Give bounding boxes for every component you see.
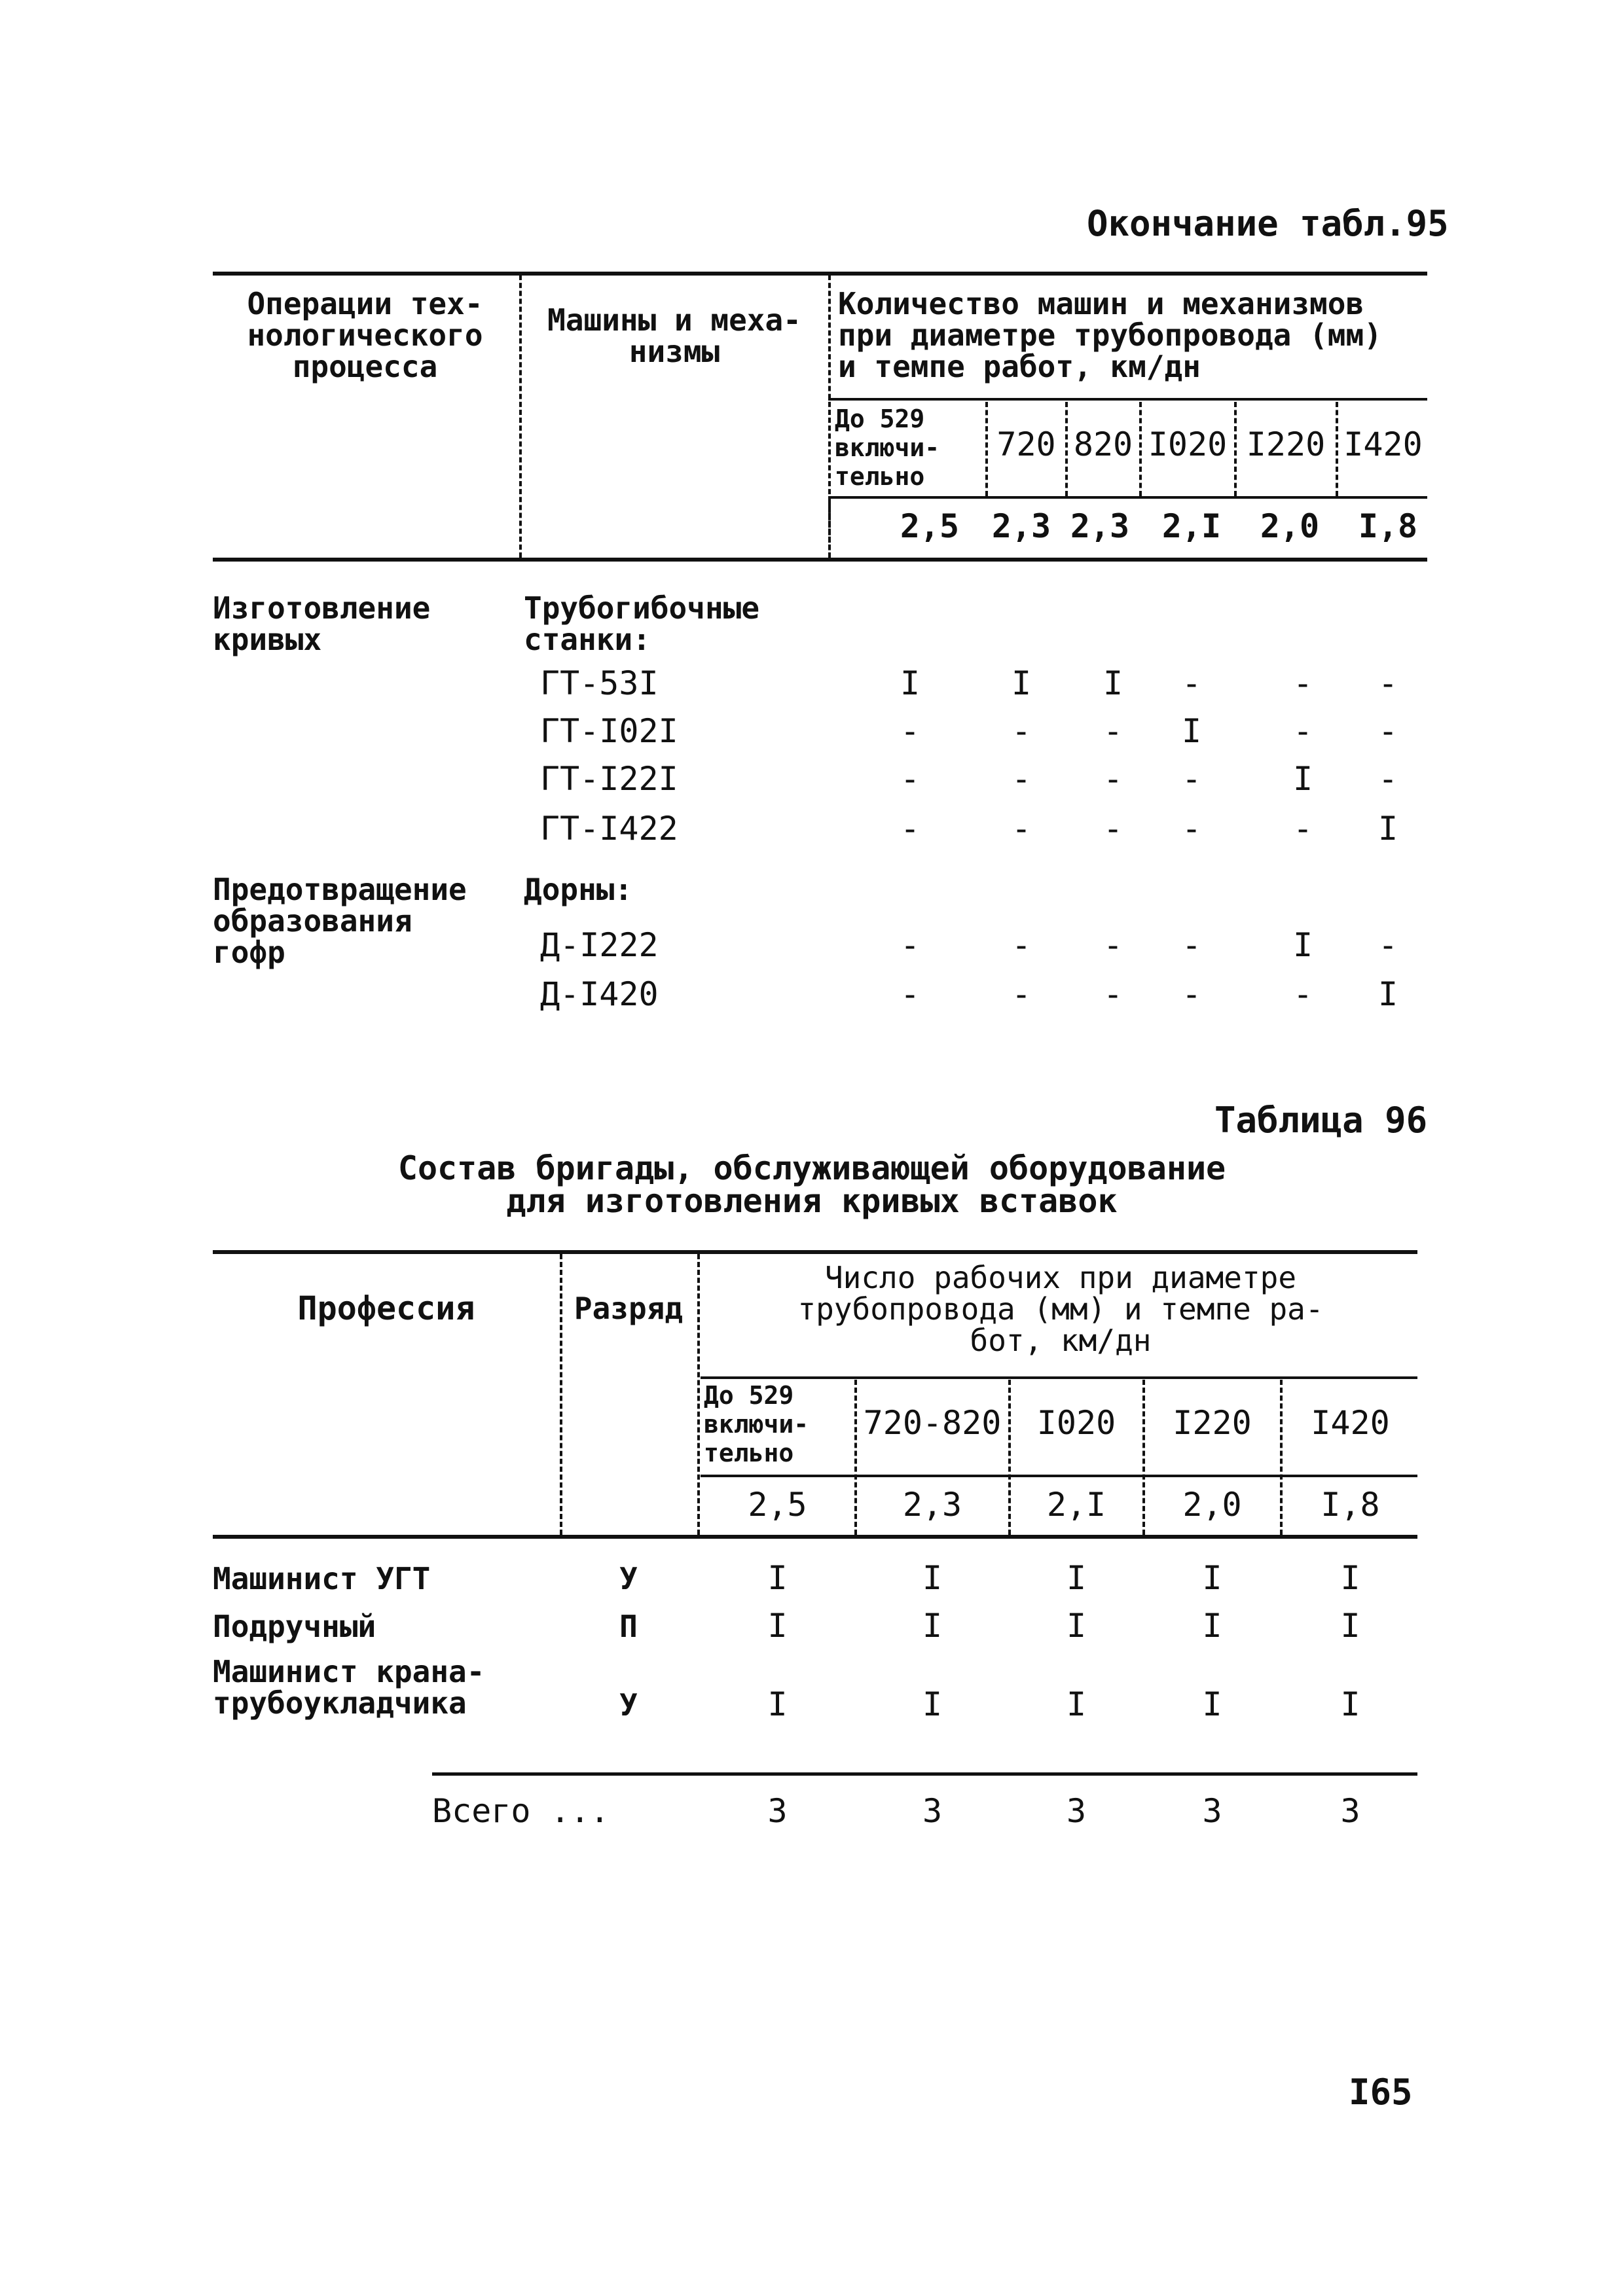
table95-diameter-header: 720: [996, 425, 1056, 463]
table-cell: I: [767, 1559, 788, 1597]
table-cell: 3: [1202, 1792, 1222, 1830]
table96-tempo: 2,5: [748, 1486, 807, 1524]
table95-header-operation: Операции тех- нологического процесса: [247, 286, 483, 384]
table96-header-workers: Число рабочих при диаметре трубопровода (мм) и темпе ра- бот, км/дн: [797, 1260, 1324, 1358]
table96-header-bottom-rule: [213, 1535, 1417, 1539]
table95-tempo: 2,3: [1070, 507, 1130, 545]
table-cell: -: [1103, 975, 1123, 1013]
table-cell: -: [1103, 760, 1123, 798]
profession-cell: Подручный: [213, 1609, 376, 1644]
table95-col-divider: [985, 402, 988, 496]
table95-operation-cell: Предотвращение образования гофр: [213, 872, 467, 970]
table95-tempo-rule: [828, 496, 1427, 499]
table96-diameter-header: I220: [1173, 1404, 1252, 1442]
profession-cell: Машинист крана- трубоукладчика: [213, 1654, 485, 1721]
table96-diameter-header: I420: [1311, 1404, 1390, 1442]
table-cell: 3: [922, 1792, 943, 1830]
page-number: I65: [1349, 2072, 1413, 2113]
table-cell: -: [1103, 810, 1123, 848]
table96-col-divider: [560, 1254, 562, 1535]
table-cell: -: [1011, 760, 1032, 798]
table-cell: -: [1181, 810, 1202, 848]
table-cell: -: [1011, 712, 1032, 750]
table-cell: -: [900, 712, 921, 750]
table95-tempo: 2,5: [900, 507, 960, 545]
machine-name: Д-I222: [540, 926, 659, 964]
table-cell: -: [1292, 712, 1313, 750]
table95-tempo: 2,I: [1161, 507, 1222, 545]
machine-name: ГТ-I22I: [540, 760, 678, 798]
table95-col-divider: [1139, 402, 1142, 496]
grade-cell: У: [619, 1687, 638, 1723]
table-cell: 3: [1340, 1792, 1360, 1830]
machine-name: ГТ-I422: [540, 810, 678, 848]
table96-top-rule: [213, 1250, 1417, 1254]
table96-diameter-header: 720-820: [863, 1404, 1002, 1442]
table95-diameter-header: I420: [1343, 425, 1423, 463]
table-cell: -: [1181, 664, 1202, 702]
table95-header-machines: Машины и меха- низмы: [547, 302, 801, 369]
table-cell: I: [900, 664, 921, 702]
table96-title: Состав бригады, обслуживающей оборудование для изготовления кривых вставок: [397, 1149, 1226, 1220]
table95-machine-group: Дорны:: [524, 872, 633, 907]
table-cell: 3: [767, 1792, 788, 1830]
table96-tempo: 2,0: [1182, 1486, 1242, 1524]
table-cell: I: [922, 1607, 943, 1645]
table96-diameter-header: До 529 включи- тельно: [704, 1381, 809, 1467]
table95-col-divider: [1234, 402, 1237, 496]
table-cell: I: [1340, 1607, 1360, 1645]
table96-header-profession: Профессия: [297, 1289, 475, 1327]
table-cell: I: [1202, 1685, 1222, 1723]
table95-tempo: 2,0: [1260, 507, 1320, 545]
table-cell: -: [1292, 975, 1313, 1013]
table95-col-divider: [1336, 402, 1338, 496]
table96-diameter-header: I020: [1036, 1404, 1116, 1442]
table96-diameter-rule: [701, 1376, 1417, 1379]
table95-tempo: I,8: [1358, 507, 1418, 545]
table-cell: I: [1292, 926, 1313, 964]
table95-header-bottom-rule: [213, 558, 1427, 562]
table96-tempo: I,8: [1321, 1486, 1380, 1524]
table-cell: -: [1377, 712, 1398, 750]
table-cell: -: [1103, 926, 1123, 964]
table96-col-divider: [697, 1254, 700, 1535]
table-cell: -: [1292, 664, 1313, 702]
table-cell: I: [767, 1607, 788, 1645]
table95-col-divider: [1065, 402, 1068, 496]
table-cell: -: [1292, 810, 1313, 848]
table95-header-quantity: Количество машин и механизмов при диаметре трубопровода (мм) и темпе работ, км/дн: [838, 286, 1382, 384]
table96-col-divider: [854, 1380, 857, 1535]
table96-tempo: 2,I: [1046, 1486, 1106, 1524]
table-cell: I: [1011, 664, 1032, 702]
table-cell: -: [1181, 975, 1202, 1013]
table95-col-divider: [519, 275, 522, 558]
table-cell: -: [1011, 926, 1032, 964]
table-cell: I: [767, 1685, 788, 1723]
table-cell: I: [1103, 664, 1123, 702]
table95-operation-cell: Изготовление кривых: [213, 590, 431, 657]
table-cell: I: [922, 1559, 943, 1597]
table-cell: I: [1066, 1607, 1087, 1645]
table-cell: I: [922, 1685, 943, 1723]
table96-tempo: 2,3: [902, 1486, 962, 1524]
profession-cell: Машинист УГТ: [213, 1561, 431, 1596]
table-cell: -: [1377, 664, 1398, 702]
table95-top-rule: [213, 272, 1427, 276]
table-cell: -: [900, 926, 921, 964]
table95-diameter-header: До 529 включи- тельно: [835, 404, 940, 491]
table-cell: I: [1066, 1559, 1087, 1597]
table96-header-grade: Разряд: [574, 1291, 684, 1326]
table-cell: -: [1103, 712, 1123, 750]
table95-machine-group: Трубогибочные станки:: [524, 590, 760, 657]
table95-caption: Окончание табл.95: [1087, 203, 1449, 244]
table-cell: I: [1292, 760, 1313, 798]
table96-col-divider: [1142, 1380, 1145, 1535]
grade-cell: У: [619, 1561, 638, 1596]
table95-diameter-header: I220: [1246, 425, 1326, 463]
table-cell: -: [1181, 760, 1202, 798]
table96-col-divider: [1008, 1380, 1011, 1535]
table96-tempo-rule: [701, 1475, 1417, 1477]
machine-name: ГТ-53I: [540, 664, 659, 702]
table-cell: -: [1377, 760, 1398, 798]
table-cell: -: [900, 975, 921, 1013]
table-cell: I: [1340, 1559, 1360, 1597]
machine-name: ГТ-I02I: [540, 712, 678, 750]
table95-diameter-header: 820: [1073, 425, 1133, 463]
table95-diameter-rule: [828, 398, 1427, 401]
table-cell: -: [1011, 975, 1032, 1013]
table-cell: -: [1181, 926, 1202, 964]
table96-label: Таблица 96: [1214, 1100, 1428, 1141]
table95-col-divider: [828, 500, 831, 558]
table-cell: -: [1377, 926, 1398, 964]
table-cell: I: [1066, 1685, 1087, 1723]
table-cell: I: [1202, 1559, 1222, 1597]
table95-tempo: 2,3: [991, 507, 1051, 545]
table96-col-divider: [1280, 1380, 1283, 1535]
total-label: Всего ...: [432, 1792, 610, 1830]
table96-total-rule: [432, 1772, 1417, 1776]
grade-cell: П: [619, 1609, 638, 1644]
table-cell: I: [1181, 712, 1202, 750]
table-cell: I: [1377, 975, 1398, 1013]
table-cell: -: [900, 760, 921, 798]
table-cell: -: [900, 810, 921, 848]
machine-name: Д-I420: [540, 975, 659, 1013]
table-cell: I: [1202, 1607, 1222, 1645]
table-cell: I: [1377, 810, 1398, 848]
table-cell: 3: [1066, 1792, 1087, 1830]
table-cell: I: [1340, 1685, 1360, 1723]
table95-diameter-header: I020: [1148, 425, 1228, 463]
table-cell: -: [1011, 810, 1032, 848]
